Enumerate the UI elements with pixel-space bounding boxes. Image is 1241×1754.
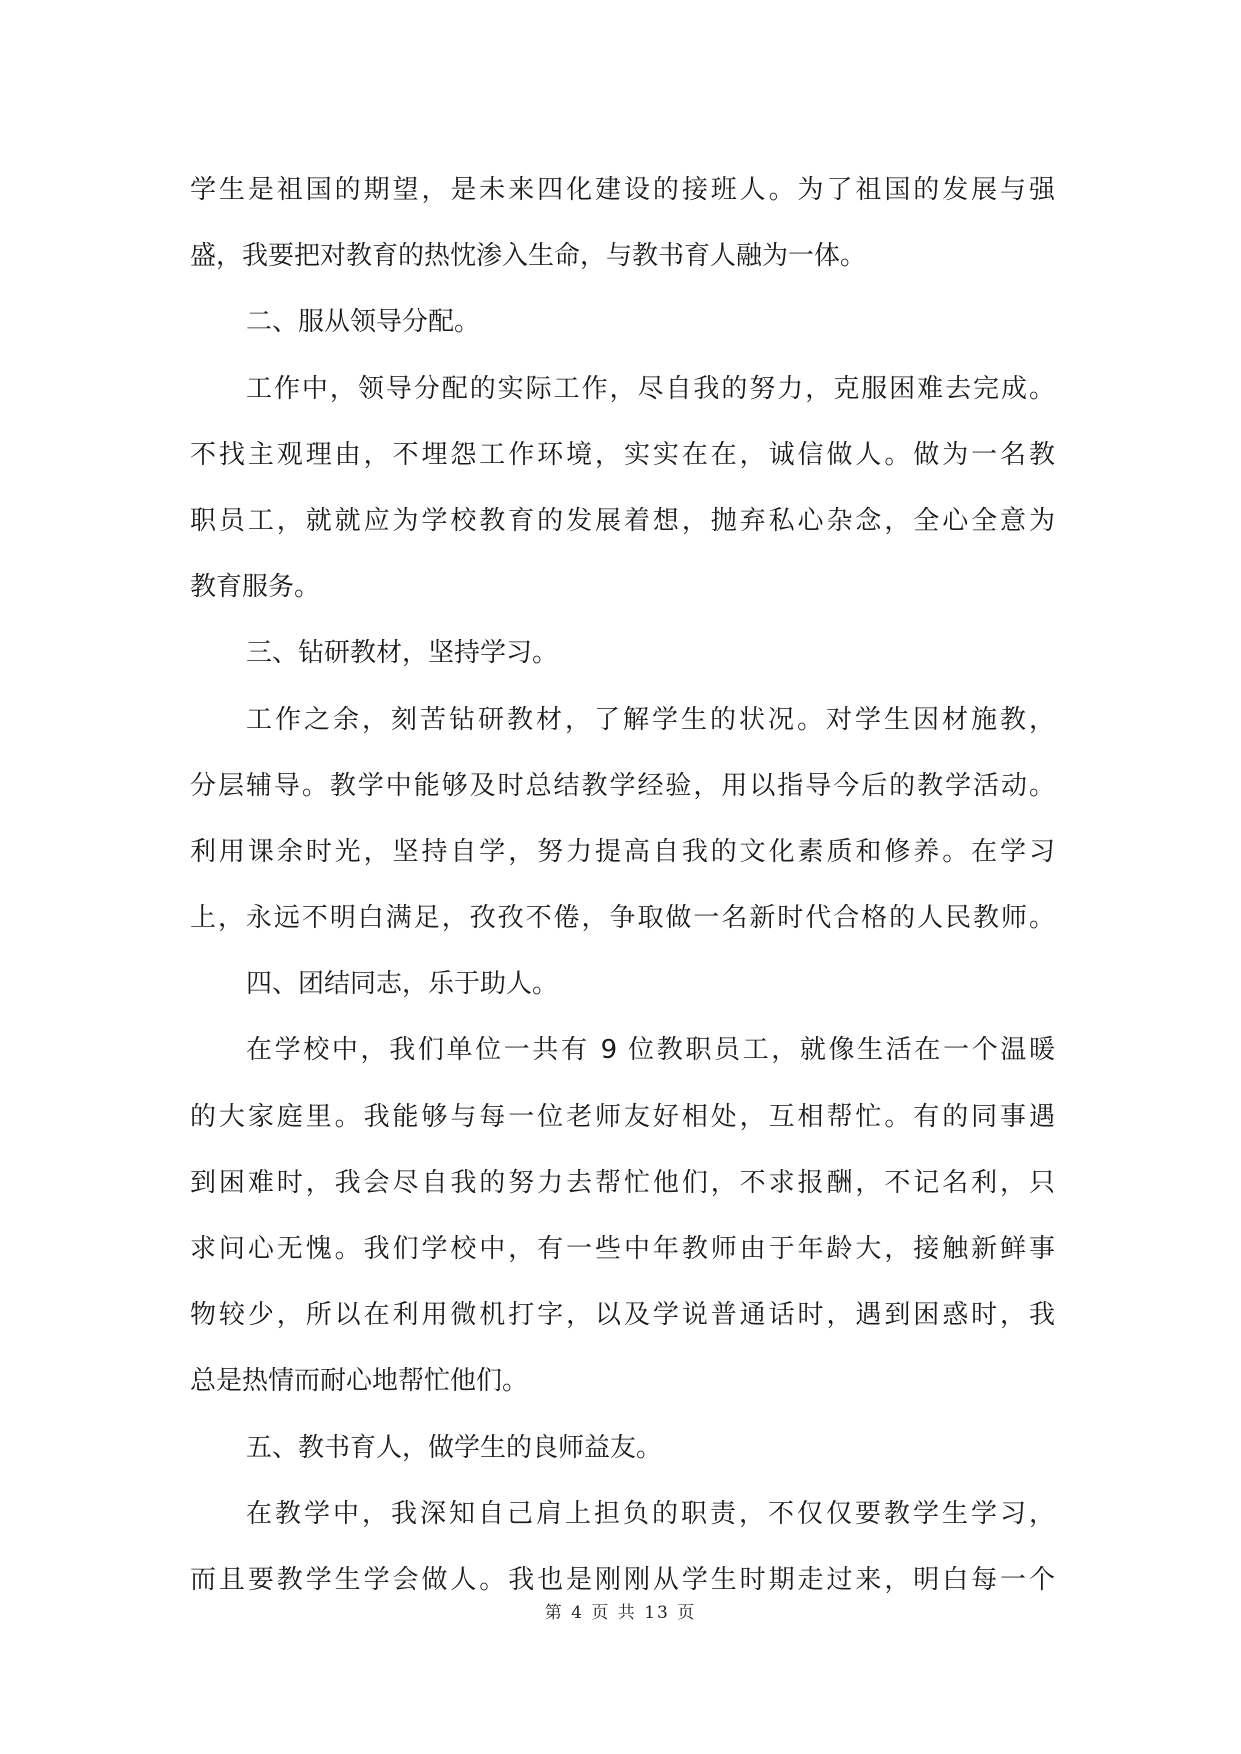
text-line: 教育服务。: [190, 572, 321, 603]
text-line: 分层辅导。教学中能够及时总结教学经验，用以指导今后的教学活动。: [190, 770, 1055, 801]
text-line: 工作之余，刻苦钻研教材，了解学生的状况。对学生因材施教，: [246, 704, 1055, 735]
section-heading: 五、教书育人，做学生的良师益友。: [246, 1432, 663, 1463]
text-line: 在教学中，我深知自己肩上担负的职责，不仅仅要教学生学习，: [246, 1498, 1055, 1529]
text-line: 求问心无愧。我们学校中，有一些中年教师由于年龄大，接触新鲜事: [190, 1234, 1055, 1264]
section-heading: 三、钻研教材，坚持学习。: [246, 638, 559, 669]
text-line: 总是热情而耐心地帮忙他们。: [190, 1366, 529, 1397]
text-line: 到困难时，我会尽自我的努力去帮忙他们，不求报酬，不记名利，只: [190, 1167, 1055, 1198]
text-line: 盛，我要把对教育的热忱渗入生命，与教书育人融为一体。: [190, 241, 867, 272]
text-line: 不找主观理由，不埋怨工作环境，实实在在，诚信做人。做为一名教: [190, 439, 1055, 470]
text-line: 利用课余时光，坚持自学，努力提高自我的文化素质和修养。在学习: [190, 836, 1055, 867]
section-heading: 二、服从领导分配。: [246, 307, 481, 338]
text-line: 上，永远不明白满足，孜孜不倦，争取做一名新时代合格的人民教师。: [190, 903, 1055, 934]
text-line: 物较少，所以在利用微机打字，以及学说普通话时，遇到困惑时，我: [190, 1300, 1055, 1331]
text-line: 的大家庭里。我能够与每一位老师友好相处，互相帮忙。有的同事遇: [190, 1101, 1055, 1132]
text-line: 在学校中，我们单位一共有 9 位教职员工，就像生活在一个温暖: [246, 1035, 1055, 1066]
text-line: 而且要教学生学会做人。我也是刚刚从学生时期走过来，明白每一个: [190, 1564, 1055, 1595]
text-line: 工作中，领导分配的实际工作，尽自我的努力，克服困难去完成。: [246, 373, 1055, 404]
text-line: 职员工，就就应为学校教育的发展着想，抛弃私心杂念，全心全意为: [190, 505, 1055, 536]
page-number-footer: 第 4 页 共 13 页: [544, 1603, 697, 1623]
section-heading: 四、团结同志，乐于助人。: [246, 969, 559, 1000]
text-line: 学生是祖国的期望，是未来四化建设的接班人。为了祖国的发展与强: [190, 175, 1055, 205]
body-text: [190, 157, 1055, 1613]
